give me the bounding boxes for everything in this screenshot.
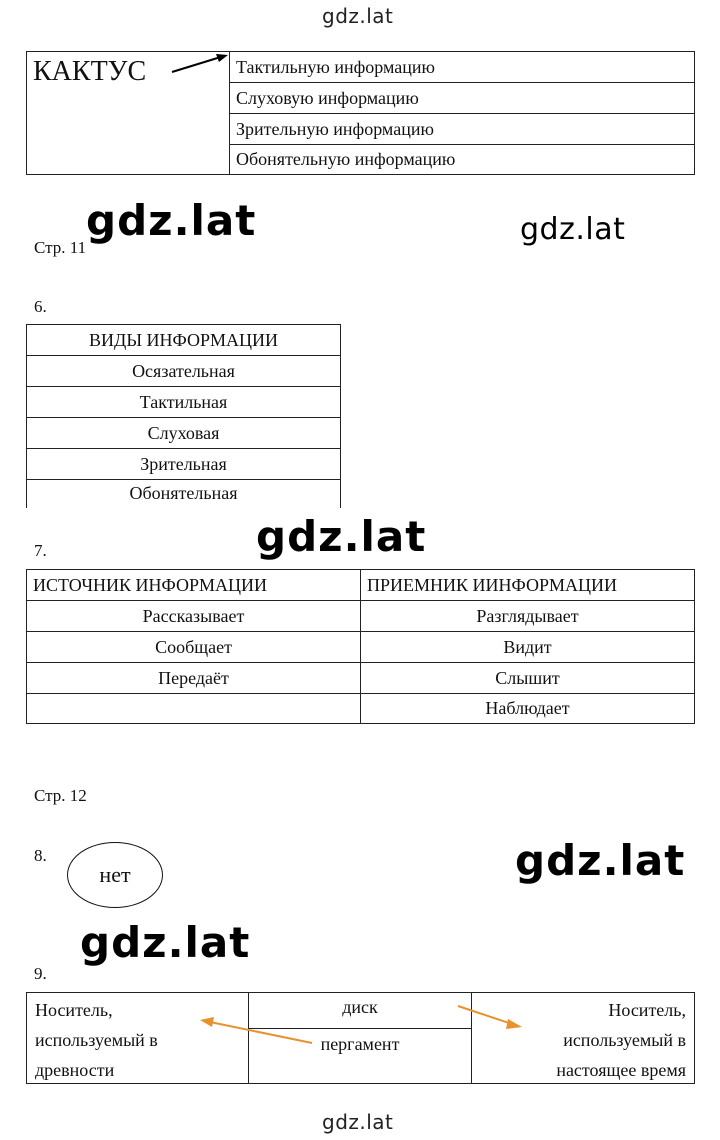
task7-header-left: ИСТОЧНИК ИНФОРМАЦИИ <box>27 570 361 601</box>
watermark-1: gdz.lat <box>86 196 257 245</box>
watermark-bottom: gdz.lat <box>322 1110 394 1134</box>
task6-row: Обонятельная <box>27 480 341 508</box>
watermark-top: gdz.lat <box>322 4 394 28</box>
task7-left-cell: Передаёт <box>27 663 361 694</box>
task7-right-cell: Слышит <box>361 663 695 694</box>
task6-row: Слуховая <box>27 418 341 449</box>
watermark-2: gdz.lat <box>520 212 626 247</box>
watermark-4: gdz.lat <box>515 836 686 885</box>
cactus-arrow <box>166 50 232 78</box>
task7-table <box>26 569 695 724</box>
task6-number: 6. <box>34 297 47 316</box>
task7-number: 7. <box>34 541 47 560</box>
task9-middle-top: диск <box>249 993 472 1029</box>
task5-row: Тактильную информацию <box>230 52 695 83</box>
watermark-5: gdz.lat <box>80 918 251 967</box>
task6-row: Тактильная <box>27 387 341 418</box>
cactus-cell: КАКТУС <box>27 52 230 175</box>
page-label-12: Стр. 12 <box>34 786 87 805</box>
task5-row: Слуховую информацию <box>230 83 695 114</box>
task7-left-cell: Рассказывает <box>27 601 361 632</box>
task6-row: Осязательная <box>27 356 341 387</box>
task9-left-line: древности <box>35 1060 115 1080</box>
task5-row: Обонятельную информацию <box>230 145 695 175</box>
task9-right-line: настоящее время <box>556 1060 686 1080</box>
arrow-to-ancient <box>210 1022 312 1043</box>
task9-number: 9. <box>34 964 47 983</box>
task7-left-cell: Сообщает <box>27 632 361 663</box>
task7-right-cell: Наблюдает <box>361 694 695 724</box>
task9-right-line: Носитель, <box>608 1000 686 1020</box>
task7-right-cell: Видит <box>361 632 695 663</box>
watermark-3: gdz.lat <box>256 512 427 561</box>
task9-middle-bottom: пергамент <box>249 1029 472 1083</box>
task7-left-cell <box>27 694 361 724</box>
task9-left-line: Носитель, <box>35 1000 113 1020</box>
page-label-11: Стр. 11 <box>34 238 87 257</box>
task7-right-cell: Разглядывает <box>361 601 695 632</box>
task6-row: Зрительная <box>27 449 341 480</box>
task5-table <box>26 51 695 175</box>
task7-header-right: ПРИЕМНИК ИИНФОРМАЦИИ <box>361 570 695 601</box>
task9-arrows <box>190 995 530 1055</box>
answer-text: нет <box>99 862 131 887</box>
task9-left-line: используемый в <box>35 1030 158 1050</box>
task5-row: Зрительную информацию <box>230 114 695 145</box>
task6-table <box>26 324 341 508</box>
task9-right-line: используемый в <box>563 1030 686 1050</box>
answer-oval <box>67 842 163 908</box>
arrow-to-modern <box>458 1006 512 1024</box>
task6-header: ВИДЫ ИНФОРМАЦИИ <box>27 325 341 356</box>
task8-number: 8. <box>34 846 47 865</box>
